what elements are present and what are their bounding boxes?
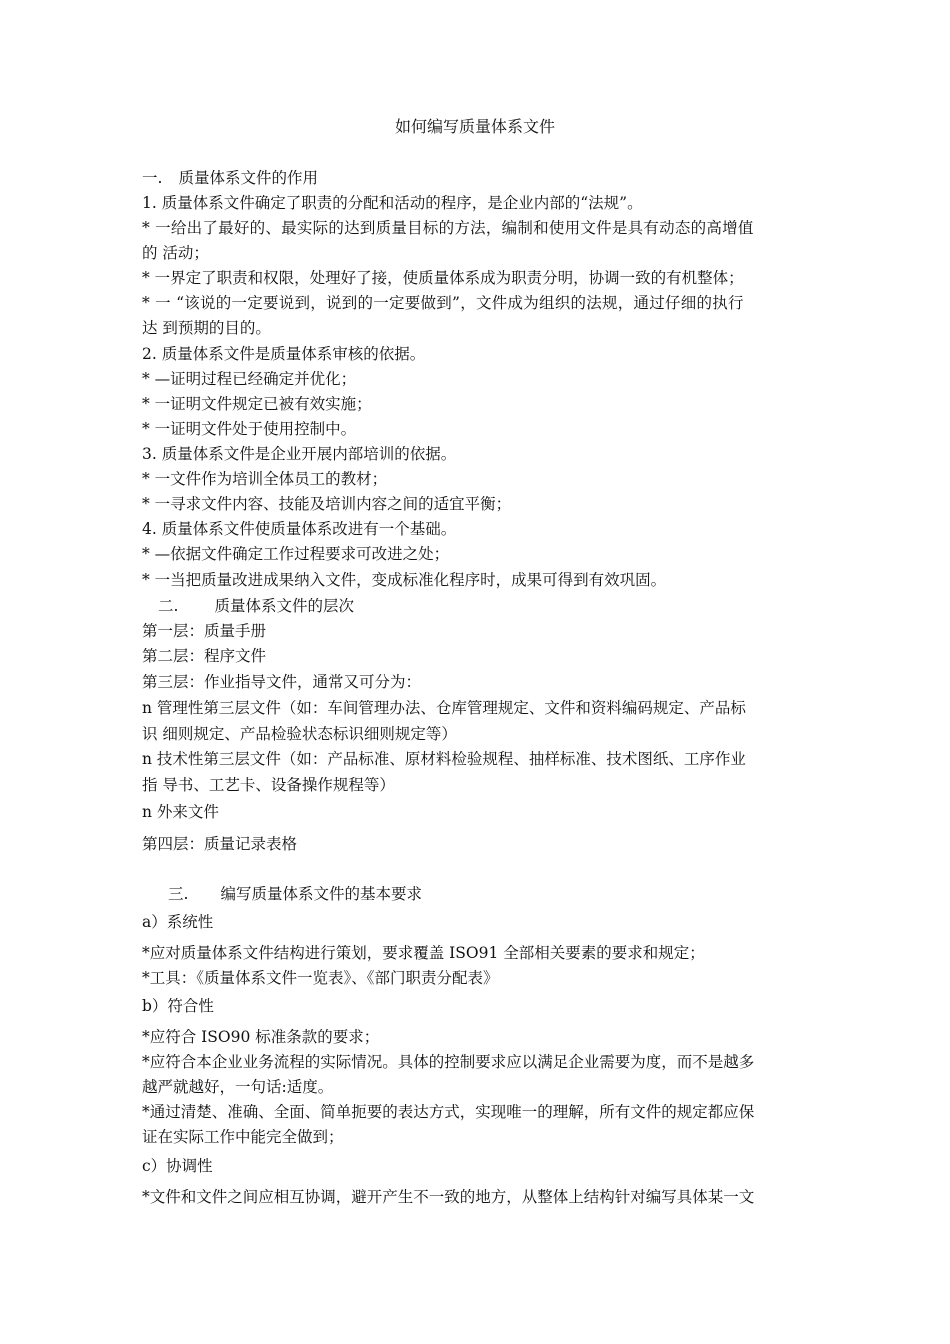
paragraph-line: 第四层：质量记录表格 [142, 835, 298, 853]
paragraph-line: 4. 质量体系文件使质量体系改进有一个基础。 [142, 520, 457, 538]
paragraph-line: n 技术性第三层文件（如：产品标准、原材料检验规程、抽样标准、技术图纸、工序作业 [142, 750, 746, 768]
section-1-title: 质量体系文件的作用 [178, 169, 318, 187]
section-2-heading [158, 596, 354, 616]
paragraph-line: * —依据文件确定工作过程要求可改进之处； [142, 545, 450, 563]
paragraph-line: * 一给出了最好的、最实际的达到质量目标的方法，编制和使用文件是具有动态的高增值 [142, 219, 754, 237]
section-3-heading [168, 884, 422, 904]
paragraph-line: * 一证明文件规定已被有效实施； [142, 395, 372, 413]
paragraph-line: 第三层：作业指导文件，通常又可分为： [142, 673, 422, 691]
section-3-number: 三. [168, 885, 189, 903]
paragraph-line: 3. 质量体系文件是企业开展内部培训的依据。 [142, 445, 457, 463]
paragraph-line: 第二层：程序文件 [142, 647, 267, 665]
paragraph-line: 的 活动； [142, 244, 209, 262]
paragraph-line: c）协调性 [142, 1157, 213, 1175]
paragraph-line: n 管理性第三层文件（如：车间管理办法、仓库管理规定、文件和资料编码规定、产品标 [142, 699, 746, 717]
paragraph-line: * —证明过程已经确定并优化； [142, 370, 357, 388]
paragraph-line: 第一层：质量手册 [142, 622, 267, 640]
paragraph-line: *应对质量体系文件结构进行策划，要求覆盖 ISO91 全部相关要素的要求和规定； [142, 944, 705, 962]
paragraph-line: * 一寻求文件内容、技能及培训内容之间的适宜平衡； [142, 495, 512, 513]
section-2-title: 质量体系文件的层次 [214, 597, 354, 615]
paragraph-line: 识 细则规定、产品检验状态标识细则规定等） [142, 725, 457, 743]
paragraph-line: 证在实际工作中能完全做到； [142, 1128, 344, 1146]
section-2-number: 二. [158, 597, 179, 615]
paragraph-line: * 一界定了职责和权限，处理好了接，使质量体系成为职责分明，协调一致的有机整体； [142, 269, 744, 287]
paragraph-line: * 一文件作为培训全体员工的教材； [142, 470, 388, 488]
paragraph-line: * 一当把质量改进成果纳入文件，变成标准化程序时，成果可得到有效巩固。 [142, 571, 667, 589]
section-3-title: 编写质量体系文件的基本要求 [220, 885, 422, 903]
paragraph-line: *应符合本企业业务流程的实际情况。具体的控制要求应以满足企业需要为度，而不是越多 [142, 1053, 755, 1071]
paragraph-line: 越严就越好，一句话:适度。 [142, 1078, 334, 1096]
paragraph-line: 指 导书、工艺卡、设备操作规程等） [142, 776, 395, 794]
paragraph-line: b）符合性 [142, 997, 214, 1015]
paragraph-line: * 一证明文件处于使用控制中。 [142, 420, 357, 438]
paragraph-line: *通过清楚、准确、全面、简单扼要的表达方式，实现唯一的理解，所有文件的规定都应保 [142, 1103, 755, 1121]
paragraph-line: a）系统性 [142, 913, 214, 931]
paragraph-line: n 外来文件 [142, 803, 219, 821]
section-1-heading [142, 168, 318, 188]
paragraph-line: * 一 “该说的一定要说到，说到的一定要做到”，文件成为组织的法规，通过仔细的执行 [142, 294, 744, 312]
paragraph-line: 1. 质量体系文件确定了职责的分配和活动的程序，是企业内部的“法规”。 [142, 194, 643, 212]
paragraph-line: 达 到预期的目的。 [142, 319, 271, 337]
paragraph-line: *文件和文件之间应相互协调，避开产生不一致的地方，从整体上结构针对编写具体某一文 [142, 1188, 755, 1206]
paragraph-line: *工具：《质量体系文件一览表》、《部门职责分配表》 [142, 969, 499, 987]
paragraph-line: *应符合 ISO90 标准条款的要求； [142, 1028, 380, 1046]
section-1-number: 一. [142, 169, 163, 187]
document-title: 如何编写质量体系文件 [394, 117, 555, 136]
paragraph-line: 2. 质量体系文件是质量体系审核的依据。 [142, 345, 426, 363]
